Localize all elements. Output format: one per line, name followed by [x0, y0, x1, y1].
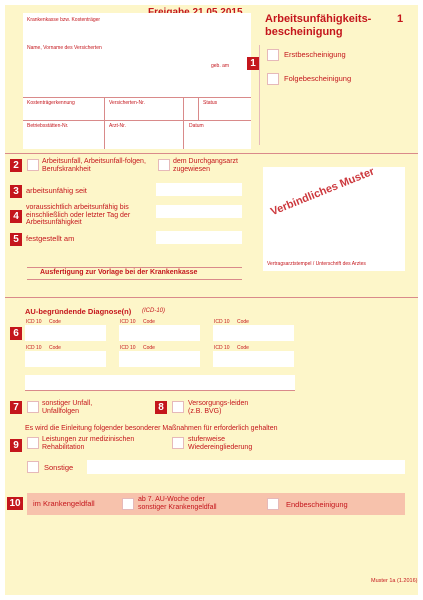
other-measures-label: Sonstige [44, 463, 74, 472]
form-title-line1: Arbeitsunfähigkeits- [265, 13, 372, 25]
section-badge-8: 8 [155, 401, 167, 414]
section-divider [5, 153, 418, 154]
incapacity-since-field[interactable] [156, 183, 242, 196]
d-doctor-checkbox[interactable] [158, 159, 170, 171]
diagnosis-field-1[interactable] [25, 325, 106, 341]
practice-no-label: Betriebsstätten-Nr. [27, 123, 69, 129]
code-label: Code [237, 345, 249, 351]
determined-on-field[interactable] [156, 231, 242, 244]
patient-divider-v [183, 97, 184, 149]
final-certificate-checkbox[interactable] [267, 498, 279, 510]
icd-label: ICD 10 [120, 319, 136, 325]
expected-until-field[interactable] [156, 205, 242, 218]
diagnosis-title: AU-begründende Diagnose(n) [25, 307, 132, 316]
reintegration-checkbox[interactable] [172, 437, 184, 449]
doctor-stamp-label: Vertragsarztstempel / Unterschrift des Arztes [267, 261, 366, 267]
icd-label: ICD 10 [120, 345, 136, 351]
section-badge-7: 7 [10, 401, 22, 414]
pension-illness-label: Versorgungs-leiden (z.B. BVG) [188, 400, 249, 415]
other-measures-checkbox[interactable] [27, 461, 39, 473]
patient-divider [23, 97, 251, 98]
sickpay-week7-label: ab 7. AU-Woche oder sonstiger Krankengeldfall [138, 496, 217, 511]
patient-divider-v [104, 97, 105, 149]
first-certificate-checkbox[interactable] [267, 49, 279, 61]
form-version: Muster 1a (1.2016) [371, 578, 418, 584]
status-label: Status [203, 100, 218, 106]
diagnosis-field-6[interactable] [213, 351, 294, 367]
follow-certificate-label: Folgebescheinigung [284, 74, 352, 83]
diagnosis-field-5[interactable] [119, 351, 200, 367]
copy-note-line [27, 279, 242, 280]
icd-label: ICD 10 [214, 319, 230, 325]
code-label: Code [143, 345, 155, 351]
work-accident-label: Arbeitsunfall, Arbeitsunfall-folgen, Berufskrankheit [42, 158, 146, 173]
rehab-checkbox[interactable] [27, 437, 39, 449]
code-label: Code [49, 345, 61, 351]
section-badge-5: 5 [10, 233, 22, 246]
section-divider [5, 297, 418, 298]
work-accident-checkbox[interactable] [27, 159, 39, 171]
other-accident-checkbox[interactable] [27, 401, 39, 413]
icd-label: ICD 10 [26, 345, 42, 351]
copy-note: Ausfertigung zur Vorlage bei der Krankenkasse [40, 269, 198, 276]
other-accident-label: sonstiger Unfall, Unfallfolgen [42, 400, 93, 415]
incapacity-since-label: arbeitsunfähig seit [26, 186, 87, 195]
code-label: Code [143, 319, 155, 325]
name-label: Name, Vorname des Versicherten [27, 45, 102, 51]
code-label: Code [49, 319, 61, 325]
diagnosis-field-4[interactable] [25, 351, 106, 367]
section-badge-9: 9 [10, 439, 22, 452]
sickpay-case-label: im Krankengeldfall [33, 499, 95, 508]
diagnosis-code-system: (ICD-10) [142, 308, 166, 314]
diagnosis-free-text[interactable] [25, 375, 295, 390]
form-title-line2: bescheinigung [265, 26, 343, 38]
reintegration-label: stufenweise Wiedereingliederung [188, 436, 253, 451]
diagnosis-field-2[interactable] [119, 325, 200, 341]
first-certificate-label: Erstbescheinigung [284, 50, 346, 59]
date-label: Datum [189, 123, 204, 129]
icd-label: ICD 10 [214, 345, 230, 351]
final-certificate-label: Endbescheinigung [286, 500, 348, 509]
section-badge-4: 4 [10, 210, 22, 223]
d-doctor-label: dem Durchgangsarzt zugewiesen [173, 158, 238, 173]
diagnosis-underline [25, 390, 295, 391]
section-badge-3: 3 [10, 185, 22, 198]
insurer-id-label: Kostenträgerkennung [27, 100, 75, 106]
section-badge-6: 6 [10, 327, 22, 340]
insurer-label: Krankenkasse bzw. Kostenträger [27, 17, 101, 23]
form-number: 1 [397, 13, 404, 25]
diagnosis-field-3[interactable] [213, 325, 294, 341]
code-label: Code [237, 319, 249, 325]
section-badge-2: 2 [10, 159, 22, 172]
pension-illness-checkbox[interactable] [172, 401, 184, 413]
determined-on-label: festgestellt am [26, 234, 75, 243]
insured-no-label: Versicherten-Nr. [109, 100, 145, 106]
section-badge-10: 10 [7, 497, 23, 510]
form-page [5, 5, 418, 595]
icd-label: ICD 10 [26, 319, 42, 325]
dob-label: geb. am [211, 63, 230, 69]
other-measures-field[interactable] [87, 460, 405, 474]
section-badge-1: 1 [247, 57, 259, 70]
doctor-no-label: Arzt-Nr. [109, 123, 126, 129]
rehab-label: Leistungen zur medizinischen Rehabilitation [42, 436, 135, 451]
measures-text: Es wird die Einleitung folgender besonderer Maßnahmen für erforderlich gehalten [25, 425, 278, 432]
patient-divider [23, 120, 251, 121]
expected-until-label: voraussichtlich arbeitsunfähig bis einschließlich oder letzter Tag der Arbeitsunfähigkeit [26, 204, 131, 226]
sickpay-week7-checkbox[interactable] [122, 498, 134, 510]
copy-note-line [27, 267, 242, 268]
patient-divider-v [198, 97, 199, 120]
header-divider-v [259, 45, 260, 145]
sample-watermark: Verbindliches Muster [269, 165, 377, 219]
follow-certificate-checkbox[interactable] [267, 73, 279, 85]
